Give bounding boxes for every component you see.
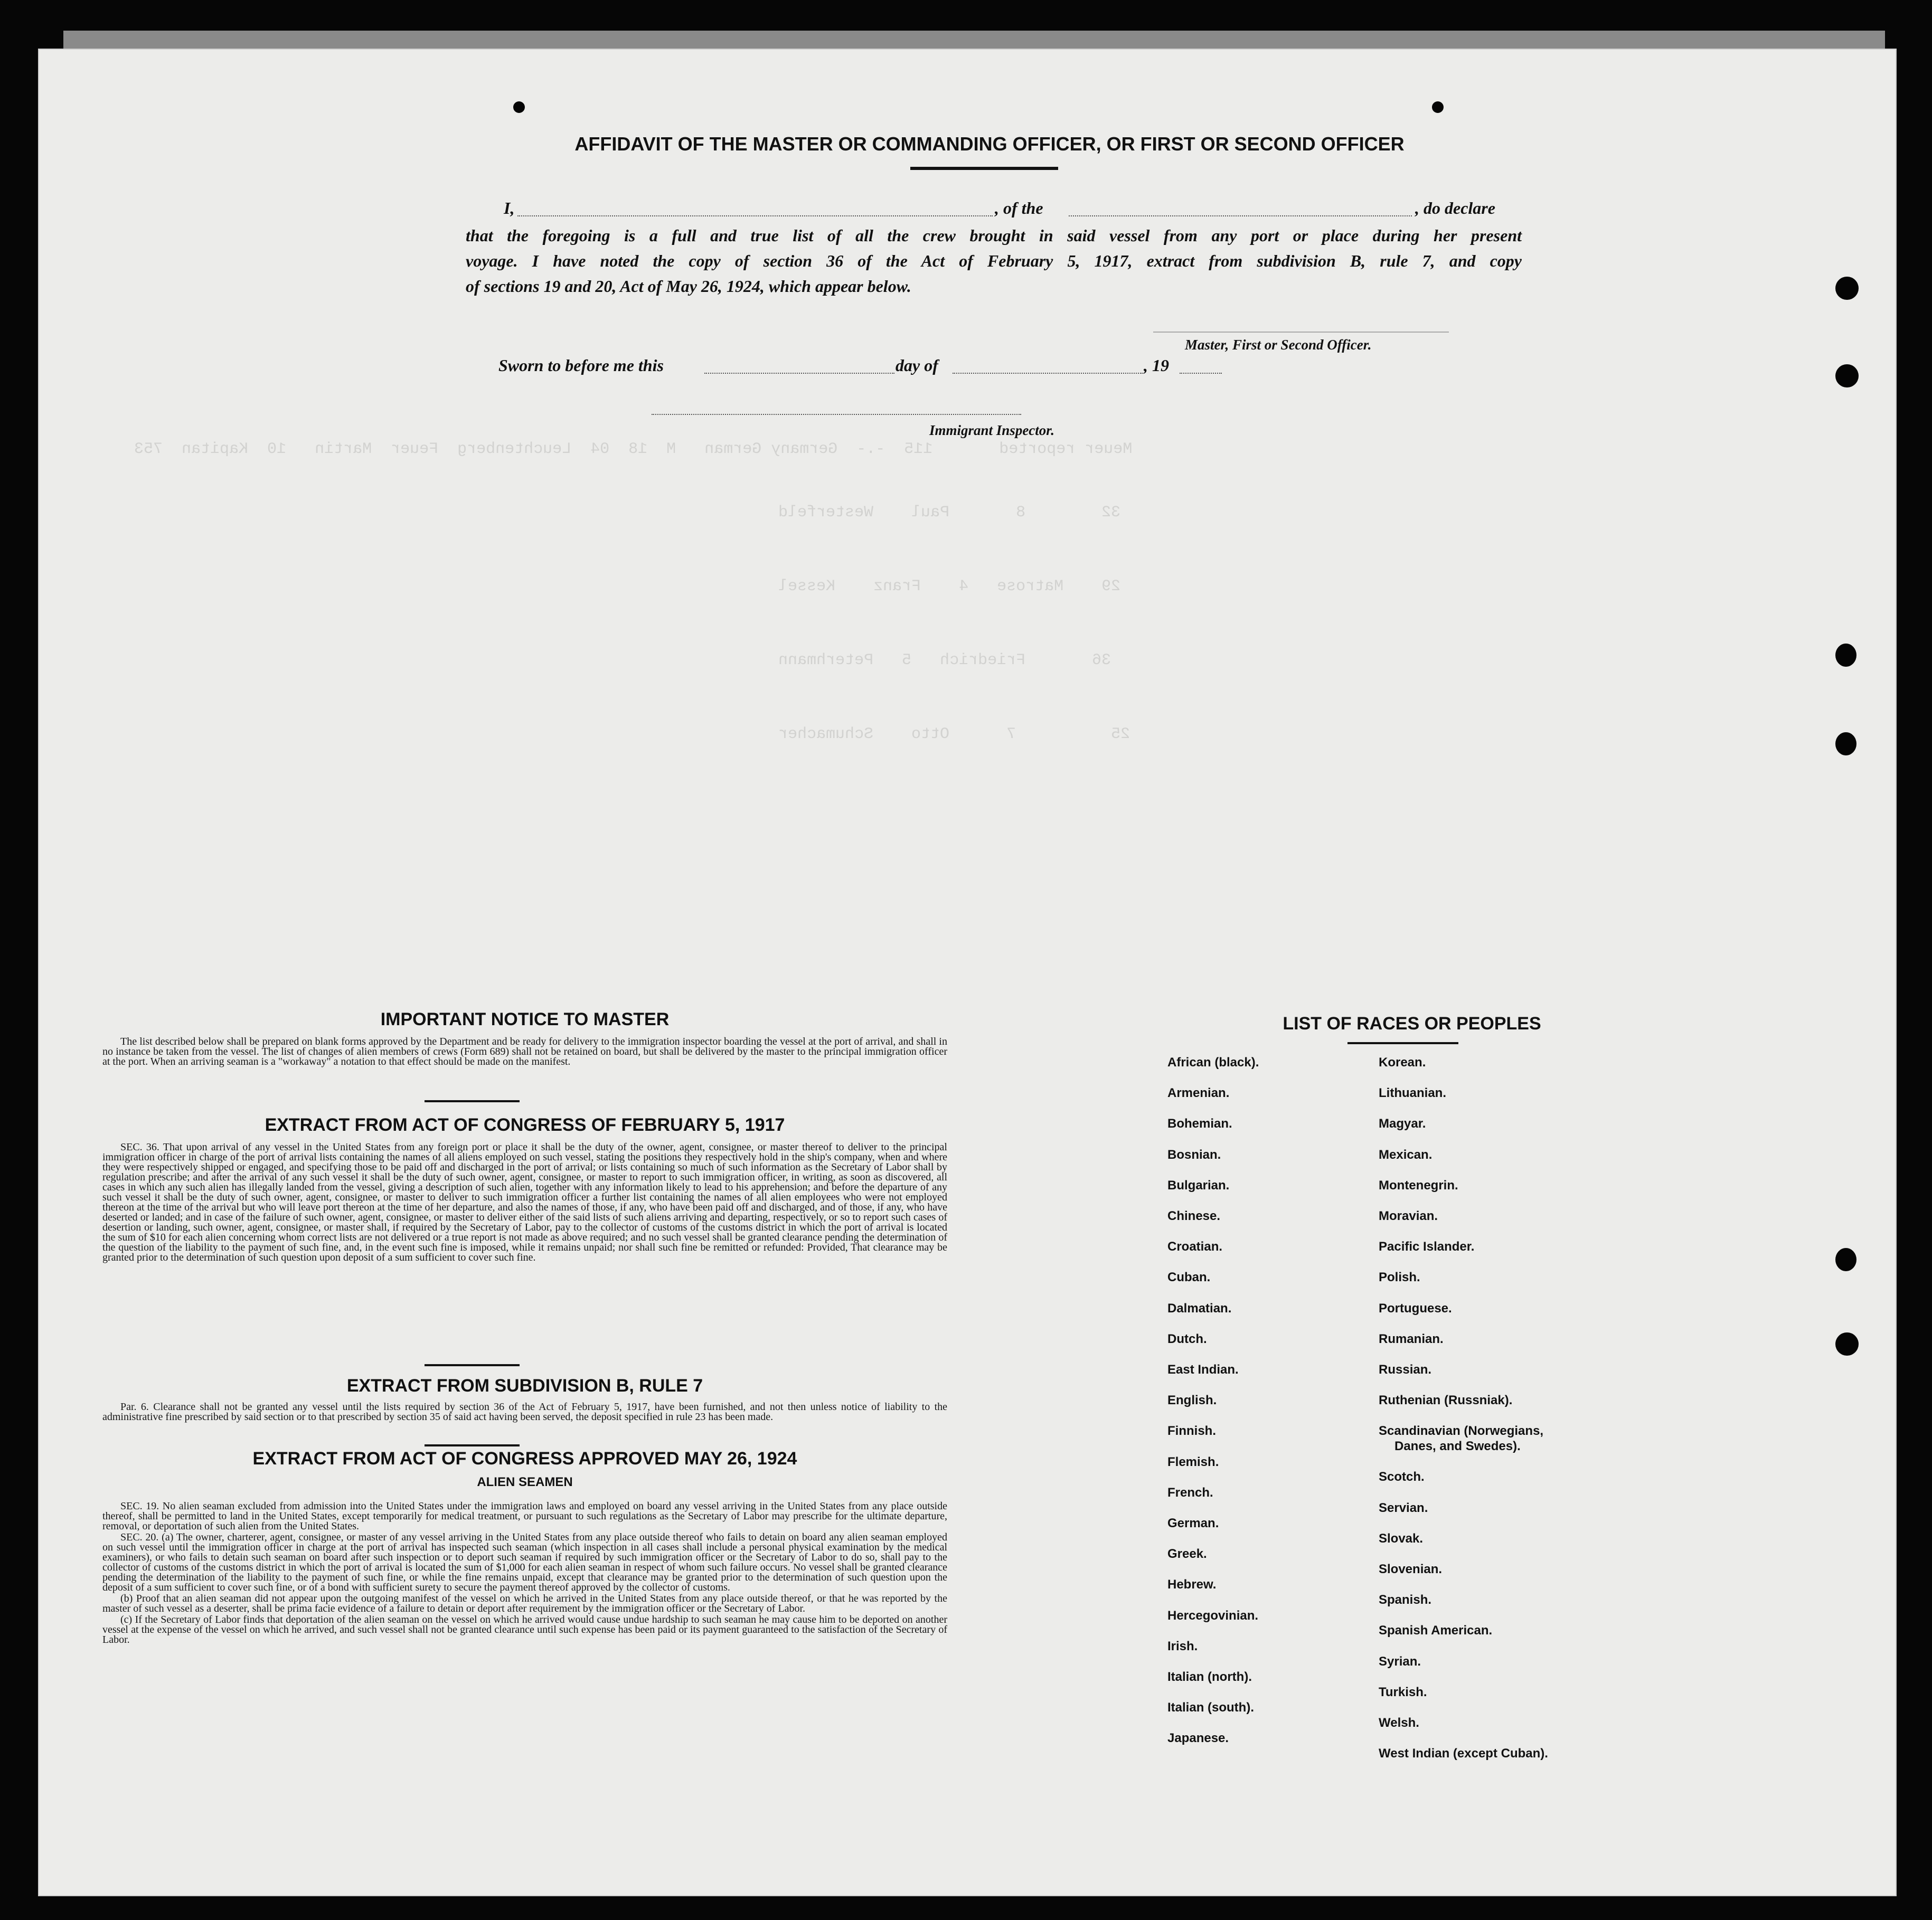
race-item: Cuban. (1167, 1270, 1211, 1285)
section-36-paragraph: SEC. 36. That upon arrival of any vessel in the United States from any foreign port or place it shall be the duty of the owner, agent, consignee, or master thereof to deliver to the principal immigration officer in charge of the port of arrival lists containing the names of all aliens employed on such vessel, stating the positions they respectively hold in the ship's company, when and where they were respectively shipped or engaged, and specifying those to be paid off and discharged in the port of arrival; or lists containing so much of such information as the Secretary of Labor shall by regulation prescribe; and after the arrival of any such vessel it shall be the duty of such owner, agent, consignee, or master to report to such immigration officer, in writing, as soon as discovered, all cases in which any such alien has illegally landed from the vessel, giving a description of such alien, together with any information likely to lead to his apprehension; and before the departure of any such vessel it shall be the duty of such owner, agent, consignee, or master to deliver to such immigration officer a further list containing the names of all alien employees who were not employed thereon at the time of the arrival but who will leave port thereon at the time of her departure, and also the names of those, if any, who have been paid off and discharged, and of those, if any, who have deserted or landed; and in case of the failure of such owner, agent, consignee, or master to deliver either of the said lists of such aliens arriving and departing, respectively, or so to report such cases of desertion or landing, such owner, agent, consignee, or master shall, if required by the Secretary of Labor, pay to the collector of customs of the customs district in which the port of arrival is located the sum of $10 for each alien concerning whom correct lists are not delivered or a true report is not made as above required; and no such vessel shall be granted clearance pending the determination of the question of the liability to the payment of such fine, and, in the event such fine is imposed, while it remains unpaid; nor shall such fine be remitted or refunded: Provided, That clearance may be granted prior to the determination of such question upon deposit of a sum sufficient to cover such fine. (102, 1141, 947, 1263)
declare-label: , do declare (1415, 198, 1495, 217)
race-item: French. (1167, 1485, 1213, 1500)
race-item: Bohemian. (1167, 1117, 1232, 1131)
race-item: Spanish. (1379, 1593, 1432, 1607)
race-item: Italian (south). (1167, 1700, 1254, 1715)
races-column-right (1379, 1047, 1548, 1769)
race-item: West Indian (except Cuban). (1379, 1746, 1548, 1761)
affiant-name-field[interactable] (517, 215, 993, 216)
affidavit-line-3: voyage. I have noted the copy of section 36 of the Act of February 5, 1917, extract from subdivision B, rule 7, and copy (466, 251, 1522, 270)
sworn-day-field[interactable] (704, 373, 894, 374)
section-19-paragraph: SEC. 19. No alien seaman excluded from admission into the United States under the immigration laws and employed on board any vessel arriving in the United States from any place outside thereof, shall be permitted to land in the United States, except temporarily for medical treatment, or pursuant to such regulations as the Secretary of Labor may prescribe for the ultimate departure, removal, or deportation of such alien from the United States. (102, 1500, 947, 1532)
affidavit-line-2: that the foregoing is a full and true list of all the crew brought in said vessel from any port or place during her present (466, 226, 1522, 245)
affiant-label: I, (504, 198, 515, 217)
master-signature-line[interactable] (1153, 332, 1449, 333)
race-item: Turkish. (1379, 1685, 1427, 1699)
race-item: Pacific Islander. (1379, 1240, 1475, 1254)
races-column-left (1167, 1047, 1259, 1754)
punch-hole (1432, 101, 1444, 113)
notice-text (102, 1037, 947, 1068)
year-label: , 19 (1144, 356, 1169, 375)
races-title: LIST OF RACES OR PEOPLES (1283, 1014, 1541, 1034)
document-page: Meuer reported 115 -.- Germany German M 18 04 Leuchtenberg Feuer Martin 10 Kapitan 753 32 8 Paul Westerfeld 29 Matrose 4 Franz Kessel 36 Friedrich 5 Peterhmann 25 7 Otto Schumacher AFFIDAVIT OF THE MASTER OR COMMANDING OFFICER, OR FIRST OR SECOND OFFICER I, , of the , do declare that the foregoing is a full and true list of all the crew brought in said vessel from any port or place during her present voyage. I have noted the copy of section 36 of the Act of February 5, 1917, extract from subdivision B, rule 7, and copy of sections 19 and 20, Act of May 26, 1924, which appear below. Master, First or Second Officer. Sworn to before me this day of , 19 Immigrant Inspector. IMPORTANT NOTICE TO MASTER The list described below shall be prepared on blank forms approved by the Department and be ready for delivery to the immigration inspector boarding the vessel at the port of arrival, and shall in no instance be taken from the vessel. The list of changes of alien members of crews (Form 689) shall not be retained on board, but shall be delivered by the master to the principal immigration officer at the port. When an arriving seaman is a "workaway" a notation to that effect should be made on the manifest. EXTRACT FROM ACT OF CONGRESS OF FEBRUARY 5, 1917 SEC. 36. That upon arrival of any vessel in the United States from any foreign port or place it shall be the duty of the owner, agent, consignee, or master thereof to deliver to the principal immigration officer in charge of the port of arrival lists containing the names of all aliens employed on such vessel, stating the positions they respectively hold in the ship's company, when and where they were respectively shipped or engaged, and specifying those to be paid off and discharged in the port of arrival; or lists containing so much of such information as the Secretary of Labor shall by regulation prescribe; and after the arrival of any such vessel it shall be the duty of such owner, agent, consignee, or master to report to such immigration officer, in writing, as soon as discovered, all cases in which any such alien has illegally landed from the vessel, giving a description of such alien, together with any information likely to lead to his apprehension; and before the departure of any such vessel it shall be the duty of such owner, agent, consignee, or master to deliver to such immigration officer a further list containing the names of all alien employees who were not employed thereon at the time of the arrival but who will leave port thereon at the time of her departure, and also the names of those, if any, who have been paid off and discharged, and of those, if any, who have deserted or landed; and in case of the failure of such owner, agent, consignee, or master to deliver either of the said lists of such aliens arriving and departing, respectively, or so to report such cases of desertion or landing, such owner, agent, consignee, or master shall, if required by the Secretary of Labor, pay to the collector of customs of the customs district in which the port of arrival is located the sum of $10 for each alien concerning whom correct lists are not delivered or a true report is not made as above required; and no such vessel shall be granted clearance pending the determination of the question of the liability to the payment of such fine, and, in the event such fine is imposed, while it remains unpaid; nor shall such fine be remitted or refunded: Provided, That clearance may be granted prior to the determination of such question upon deposit of a sum sufficient to cover such fine. EXTRACT FROM SUBDIVISION B, RULE 7 Par. 6. Clearance shall not be granted any vessel until the lists required by section 36 of the Act of February 5, 1917, have been furnished, and not then unless notice of liability to the administrative fine prescribed by said section or to that prescribed by section 35 of said act having been served, the deposit specified in rule 23 has been made. EXTRACT FROM ACT OF CONGRESS APPROVED MAY 26, 1924 ALIEN SEAMEN SEC. 19. No alien seaman excluded from admission into the United States under the immigration laws and employed on board any vessel arriving in the United States from any place outside thereof, shall be permitted to land in the United States, except temporarily for medical treatment, or pursuant to such regulations as the Secretary of Labor may prescribe for the ultimate departure, removal, or deportation of such alien from the United States. SEC. 20. (a) The owner, charterer, agent, consignee, or master of any vessel arriving in the United States from any place outside thereof who fails to detain on board any alien seaman employed on such vessel until the immigration officer in charge at the port of arrival has inspected such seaman (which inspection in all cases shall include a personal physical examination by the medical examiners), or who fails to detain such seaman on board after such inspection or to deport such seaman if required by such immigration officer or the Secretary of Labor to do so, shall pay to the collector of customs of the customs district in which the port of arrival is located the sum of $1,000 for each alien seaman in respect of whom such failure occurs. No vessel shall be granted clearance pending the determination of the liability to the payment of such fine, or while the fine remains unpaid, except that clearance may be granted prior to the determination of such question upon the deposit of a sum sufficient to cover such fine, or of a bond with sufficient surety to secure the payment thereof approved by the collector of customs. (b) Proof that an alien seaman did not appear upon the outgoing manifest of the vessel on which he arrived in the United States from any place outside thereof, or that he was reported by the master of such vessel as a deserter, shall be prima facie evidence of a failure to detain or deport after requirement by the immigration officer or the Secretary of Labor. (c) If the Secretary of Labor finds that deportation of the alien seaman on the vessel on which he arrived would cause undue hardship to such seaman he may cause him to be deported on another vessel at the expense of the vessel on which he arrived, and such vessel shall not be granted clearance until such expense has been paid or its payment guaranteed to the satisfaction of the Secretary of Labor. LIST OF RACES OR PEOPLES African (black). Armenian. Bohemian. Bosnian. Bulgarian. Chinese. Croatian. Cuban. Dalmatian. Dutch. East Indian. English. Finnish. Flemish. French. German. Greek. Hebrew. Hercegovinian. Irish. Italian (north). Italian (south). Japanese. Korean. Lithuanian. Magyar. Mexican. Montenegrin. Moravian. Pacific Islander. Polish. Portuguese. Rumanian. Russian. Ruthenian (Russniak). Scandinavian (Norwegians, Danes, and Swedes). Scotch. Servian. Slovak. Slovenian. Spanish. Spanish American. Syrian. Turkish. Welsh. West Indian (except Cuban). (38, 49, 1897, 1896)
extract-1917-text (102, 1142, 947, 1264)
race-item: African (black). (1167, 1055, 1259, 1070)
race-item: Scotch. (1379, 1470, 1425, 1484)
race-item: Danes, and Swedes). (1394, 1439, 1521, 1454)
race-item: Moravian. (1379, 1209, 1438, 1224)
race-item: Armenian. (1167, 1086, 1230, 1101)
sworn-month-field[interactable] (953, 373, 1143, 374)
day-of-label: day of (896, 356, 938, 375)
punch-hole (1835, 732, 1856, 755)
race-item: Finnish. (1167, 1424, 1216, 1439)
sworn-year-field[interactable] (1180, 373, 1222, 374)
race-item: East Indian. (1167, 1363, 1239, 1377)
alien-seamen-subtitle: ALIEN SEAMEN (477, 1475, 573, 1489)
race-item: Ruthenian (Russniak). (1379, 1393, 1513, 1408)
race-item: German. (1167, 1516, 1219, 1531)
rule-7-paragraph: Par. 6. Clearance shall not be granted any vessel until the lists required by section 36 of the Act of February 5, 1917, have been furnished, and not then unless notice of liability to the administrative fine prescribed by said section or to that prescribed by section 35 of said act having been served, the deposit specified in rule 23 has been made. (102, 1401, 947, 1423)
inspector-signature-line[interactable] (652, 414, 1021, 415)
subdivision-rule (425, 1444, 520, 1446)
race-item: Italian (north). (1167, 1670, 1252, 1685)
section-20a-paragraph: SEC. 20. (a) The owner, charterer, agent, consignee, or master of any vessel arriving in the United States from any place outside thereof who fails to detain on board any alien seaman employed on such vessel until the immigration officer in charge at the port of arrival has inspected such seaman (which inspection in all cases shall include a personal physical examination by the medical examiners), or who fails to detain such seaman on board after such inspection or to deport such seaman if required by such immigration officer or the Secretary of Labor to do so, shall pay to the collector of customs of the customs district in which the port of arrival is located the sum of $1,000 for each alien seaman in respect of whom such failure occurs. No vessel shall be granted clearance pending the determination of the liability to the payment of such fine, or while the fine remains unpaid, except that clearance may be granted prior to the determination of such question upon the deposit of a sum sufficient to cover such fine, or of a bond with sufficient surety to secure the payment thereof approved by the collector of customs. (102, 1531, 947, 1593)
race-item: Mexican. (1379, 1147, 1432, 1162)
race-item: Scandinavian (Norwegians, (1379, 1424, 1544, 1439)
race-item: Dalmatian. (1167, 1301, 1232, 1316)
master-signature-label: Master, First or Second Officer. (1185, 337, 1372, 353)
race-item: Hercegovinian. (1167, 1608, 1259, 1623)
race-item: Welsh. (1379, 1716, 1419, 1730)
race-item: Irish. (1167, 1639, 1198, 1653)
punch-hole (1835, 277, 1859, 300)
race-item: Magyar. (1379, 1117, 1426, 1131)
race-item: Bosnian. (1167, 1147, 1221, 1162)
punch-hole (1835, 364, 1859, 387)
race-item: Flemish. (1167, 1454, 1219, 1469)
punch-hole (1835, 1332, 1859, 1356)
punch-hole (1835, 644, 1856, 667)
race-item: Slovak. (1379, 1531, 1424, 1546)
race-item: Russian. (1379, 1363, 1432, 1377)
race-item: Syrian. (1379, 1654, 1421, 1669)
race-item: Spanish American. (1379, 1623, 1493, 1638)
punch-hole (513, 101, 525, 113)
notice-paragraph: The list described below shall be prepared on blank forms approved by the Department and be ready for delivery to the immigration inspector boarding the vessel at the port of arrival, and shall in no instance be taken from the vessel. The list of changes of alien members of crews (Form 689) shall not be retained on board, but shall be delivered by the master to the principal immigration officer at the port. When an arriving seaman is a "workaway" a notation to that effect should be made on the manifest. (102, 1036, 947, 1067)
inspector-signature-label: Immigrant Inspector. (929, 422, 1055, 438)
race-item: Korean. (1379, 1055, 1426, 1070)
race-item: Montenegrin. (1379, 1178, 1458, 1193)
subdivision-title: EXTRACT FROM SUBDIVISION B, RULE 7 (346, 1376, 703, 1396)
notice-rule (425, 1100, 520, 1102)
punch-hole (1835, 1248, 1856, 1271)
affidavit-title-rule (910, 167, 1058, 170)
extract-1917-rule (425, 1364, 520, 1366)
of-the-label: , of the (995, 198, 1043, 217)
race-item: Rumanian. (1379, 1331, 1444, 1346)
race-item: Dutch. (1167, 1331, 1207, 1346)
race-item: Greek. (1167, 1547, 1207, 1562)
races-title-rule (1347, 1042, 1458, 1044)
section-20c-paragraph: (c) If the Secretary of Labor finds that deportation of the alien seaman on the vessel on which he arrived would cause undue hardship to such seaman he may cause him to be deported on another vessel at the expense of the vessel on which he arrived, and such vessel shall not be granted clearance until such expense has been paid or its payment guaranteed to the satisfaction of the Secretary of Labor. (102, 1614, 947, 1645)
race-item: Chinese. (1167, 1209, 1221, 1224)
race-item: Servian. (1379, 1500, 1428, 1515)
extract-1924-text (102, 1501, 947, 1646)
extract-1917-title: EXTRACT FROM ACT OF CONGRESS OF FEBRUARY 5, 1917 (265, 1115, 785, 1135)
race-item: Croatian. (1167, 1240, 1223, 1254)
race-item: Japanese. (1167, 1731, 1229, 1746)
race-item: Polish. (1379, 1270, 1420, 1285)
notice-title: IMPORTANT NOTICE TO MASTER (380, 1009, 670, 1029)
extract-1924-title: EXTRACT FROM ACT OF CONGRESS APPROVED MAY 26, 1924 (252, 1449, 797, 1469)
vessel-name-field[interactable] (1069, 215, 1412, 216)
affidavit-title: AFFIDAVIT OF THE MASTER OR COMMANDING OFFICER, OR FIRST OR SECOND OFFICER (574, 133, 1405, 155)
race-item: Bulgarian. (1167, 1178, 1230, 1193)
sworn-label: Sworn to before me this (498, 356, 664, 375)
race-item: Hebrew. (1167, 1577, 1217, 1592)
race-item: Slovenian. (1379, 1562, 1443, 1577)
section-20b-paragraph: (b) Proof that an alien seaman did not appear upon the outgoing manifest of the vessel on which he arrived in the United States from any place outside thereof, or that he was reported by the master of such vessel as a deserter, shall be prima facie evidence of a failure to detain or deport after requirement by the immigration officer or the Secretary of Labor. (102, 1593, 947, 1614)
race-item: Portuguese. (1379, 1301, 1452, 1316)
race-item: English. (1167, 1393, 1217, 1408)
subdivision-text (102, 1402, 947, 1423)
race-item: Lithuanian. (1379, 1086, 1446, 1101)
affidavit-line-4: of sections 19 and 20, Act of May 26, 1924, which appear below. (466, 277, 911, 296)
